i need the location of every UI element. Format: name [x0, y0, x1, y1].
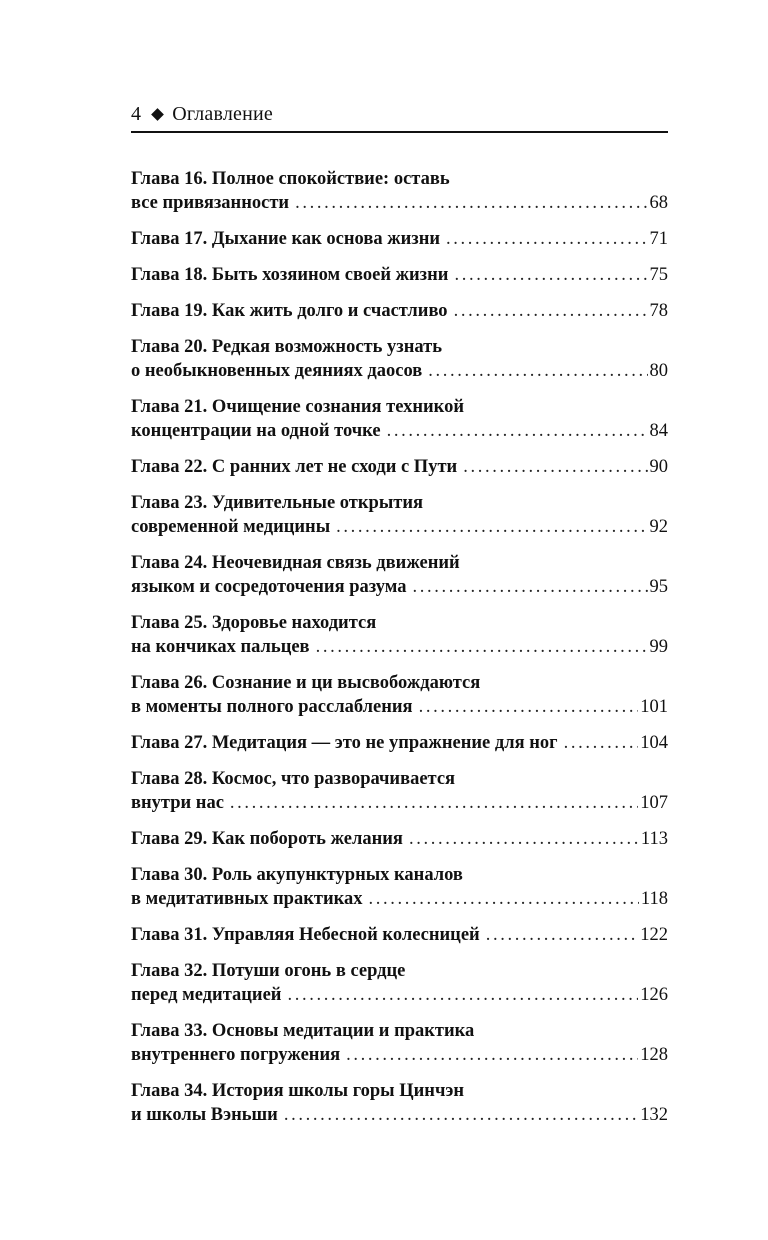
chapter-title-text: современной медицины: [131, 517, 331, 537]
chapter-title-text: в медитативных практиках: [131, 889, 363, 909]
chapter-title-text: на кончиках пальцев: [131, 637, 310, 657]
chapter-title-text: Глава 22. С ранних лет не сходи с Пути: [131, 457, 458, 477]
toc-entry-line: [131, 671, 668, 695]
toc-entry-line: [131, 983, 668, 1007]
toc-entry: [131, 455, 668, 479]
toc-entry-line: [131, 635, 668, 659]
toc-entry-line: [131, 515, 668, 539]
chapter-title-text: Глава 29. Как побороть желания: [131, 829, 403, 849]
chapter-title-text: все привязанности: [131, 193, 290, 213]
toc-entry-line: [131, 1079, 668, 1103]
toc-entry-line: [131, 959, 668, 983]
page-number-ref: 118: [640, 889, 668, 909]
chapter-title-text: Глава 17. Дыхание как основа жизни: [131, 229, 441, 249]
toc-entry: [131, 731, 668, 755]
chapter-title-text: Глава 34. История школы горы Цинчэн: [131, 1081, 465, 1101]
page-number-ref: 128: [640, 1045, 668, 1065]
toc-entry-line: [131, 263, 668, 287]
dot-leader: [403, 827, 639, 851]
chapter-title-text: перед медитацией: [131, 985, 282, 1005]
chapter-title-text: внутреннего погружения: [131, 1045, 341, 1065]
dot-leader: [558, 731, 639, 755]
toc-entry: [131, 335, 668, 383]
toc-entry-line: [131, 359, 668, 383]
dot-leader: [330, 515, 647, 539]
toc-entry-line: [131, 731, 668, 755]
dot-leader: [310, 635, 648, 659]
chapter-title-text: Глава 21. Очищение сознания техникой: [131, 397, 464, 417]
toc-entry-line: [131, 227, 668, 251]
running-head: [131, 100, 668, 128]
chapter-title-text: Глава 32. Потуши огонь в сердце: [131, 961, 406, 981]
toc-entry-line: [131, 335, 668, 359]
toc-entry: [131, 611, 668, 659]
table-of-contents: [131, 167, 668, 1139]
chapter-title-text: Глава 20. Редкая возможность узнать: [131, 337, 443, 357]
toc-entry: [131, 1019, 668, 1067]
chapter-title-text: языком и сосредоточения разума: [131, 577, 407, 597]
chapter-title-text: Глава 30. Роль акупунктурных каналов: [131, 865, 463, 885]
toc-entry: [131, 395, 668, 443]
toc-entry-line: [131, 455, 668, 479]
toc-entry-line: [131, 611, 668, 635]
toc-entry-line: [131, 1043, 668, 1067]
dot-leader: [480, 923, 639, 947]
chapter-title-text: Глава 31. Управляя Небесной колесницей: [131, 925, 480, 945]
toc-entry-line: [131, 575, 668, 599]
dot-leader: [281, 983, 638, 1007]
toc-entry-line: [131, 923, 668, 947]
chapter-title-text: внутри нас: [131, 793, 224, 813]
chapter-title-text: Глава 25. Здоровье находится: [131, 613, 377, 633]
dot-leader: [278, 1103, 638, 1127]
page-number-ref: 78: [649, 301, 668, 321]
page-number-ref: 99: [649, 637, 668, 657]
toc-entry: [131, 671, 668, 719]
page-number-ref: 92: [649, 517, 668, 537]
chapter-title-text: концентрации на одной точке: [131, 421, 381, 441]
page-number-ref: 71: [649, 229, 668, 249]
dot-leader: [448, 299, 648, 323]
toc-entry: [131, 227, 668, 251]
page-number-ref: 126: [640, 985, 668, 1005]
toc-entry-line: [131, 791, 668, 815]
chapter-title-text: о необыкновенных деяниях даосов: [131, 361, 423, 381]
toc-entry: [131, 491, 668, 539]
diamond-icon: [151, 108, 164, 121]
dot-leader: [422, 359, 647, 383]
toc-entry: [131, 551, 668, 599]
toc-entry: [131, 863, 668, 911]
page-number-ref: 75: [649, 265, 668, 285]
chapter-title-text: Глава 33. Основы медитации и практика: [131, 1021, 475, 1041]
toc-entry: [131, 299, 668, 323]
toc-entry-line: [131, 887, 668, 911]
dot-leader: [407, 575, 648, 599]
page-number-ref: 132: [640, 1105, 668, 1125]
toc-entry-line: [131, 1103, 668, 1127]
toc-entry-line: [131, 395, 668, 419]
toc-entry-line: [131, 419, 668, 443]
toc-entry: [131, 263, 668, 287]
toc-entry-line: [131, 491, 668, 515]
toc-entry-line: [131, 299, 668, 323]
page-number-ref: 122: [640, 925, 668, 945]
dot-leader: [381, 419, 648, 443]
toc-entry: [131, 923, 668, 947]
toc-entry-line: [131, 191, 668, 215]
dot-leader: [448, 263, 647, 287]
toc-entry-line: [131, 551, 668, 575]
dot-leader: [440, 227, 647, 251]
dot-leader: [413, 695, 639, 719]
toc-entry-line: [131, 863, 668, 887]
chapter-title-text: Глава 27. Медитация — это не упражнение для ног: [131, 733, 558, 753]
toc-entry: [131, 167, 668, 215]
page-number-ref: 113: [640, 829, 668, 849]
chapter-title-text: Глава 23. Удивительные открытия: [131, 493, 424, 513]
dot-leader: [289, 191, 647, 215]
dot-leader: [363, 887, 639, 911]
dot-leader: [340, 1043, 638, 1067]
dot-leader: [457, 455, 647, 479]
page-number-ref: 68: [649, 193, 668, 213]
dot-leader: [224, 791, 638, 815]
page-number-ref: 107: [640, 793, 668, 813]
toc-entry-line: [131, 767, 668, 791]
page-number-ref: 80: [649, 361, 668, 381]
chapter-title-text: Глава 19. Как жить долго и счастливо: [131, 301, 448, 321]
toc-entry-line: [131, 827, 668, 851]
page-number-ref: 104: [640, 733, 668, 753]
toc-entry: [131, 959, 668, 1007]
page-number-ref: 101: [640, 697, 668, 717]
page-number-ref: 84: [649, 421, 668, 441]
header-rule: [131, 131, 668, 133]
toc-entry: [131, 767, 668, 815]
chapter-title-text: в моменты полного расслабления: [131, 697, 413, 717]
toc-entry-line: [131, 1019, 668, 1043]
chapter-title-text: Глава 16. Полное спокойствие: оставь: [131, 169, 450, 189]
chapter-title-text: Глава 18. Быть хозяином своей жизни: [131, 265, 449, 285]
toc-entry-line: [131, 167, 668, 191]
chapter-title-text: и школы Вэньши: [131, 1105, 278, 1125]
toc-entry-line: [131, 695, 668, 719]
section-title: Оглавление: [172, 102, 274, 125]
chapter-title-text: Глава 26. Сознание и ци высвобождаются: [131, 673, 481, 693]
page-number: 4: [131, 102, 142, 125]
toc-entry: [131, 1079, 668, 1127]
toc-entry: [131, 827, 668, 851]
chapter-title-text: Глава 24. Неочевидная связь движений: [131, 553, 460, 573]
chapter-title-text: Глава 28. Космос, что разворачивается: [131, 769, 456, 789]
page-number-ref: 90: [649, 457, 668, 477]
page-number-ref: 95: [649, 577, 668, 597]
